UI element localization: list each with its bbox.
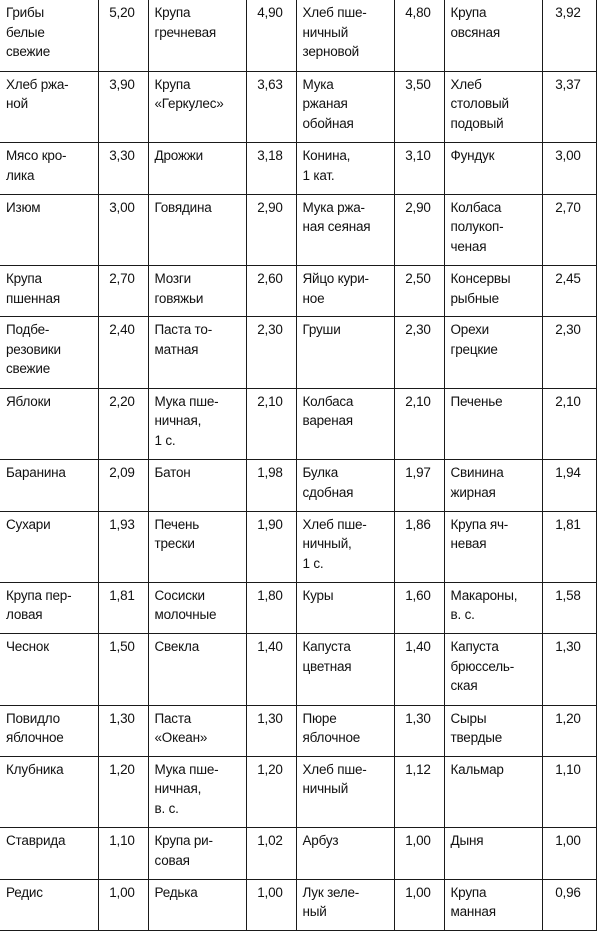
product-name-cell: Капуста цветная <box>296 634 394 705</box>
product-name-cell: Паста то- матная <box>148 317 246 388</box>
product-value-cell: 1,93 <box>98 511 148 582</box>
product-value-cell: 2,10 <box>394 388 444 459</box>
product-value-cell: 3,37 <box>542 71 596 142</box>
product-name-cell: Яйцо кури- ное <box>296 266 394 317</box>
product-name-cell: Печенье <box>444 388 542 459</box>
product-name-cell: Крупа яч- невая <box>444 511 542 582</box>
product-name-cell: Свекла <box>148 634 246 705</box>
product-value-cell: 2,50 <box>394 266 444 317</box>
product-value-cell: 1,02 <box>246 828 296 879</box>
product-name-cell: Мука пше- ничная, 1 с. <box>148 388 246 459</box>
product-name-cell: Сосиски молочные <box>148 582 246 633</box>
product-value-cell: 1,90 <box>246 511 296 582</box>
product-value-cell: 1,00 <box>246 879 296 930</box>
product-value-cell: 2,40 <box>98 317 148 388</box>
table-row <box>0 879 596 930</box>
product-name-cell: Редька <box>148 879 246 930</box>
product-name-cell: Повидло яблочное <box>0 705 98 756</box>
product-value-cell: 2,10 <box>246 388 296 459</box>
product-value-cell: 3,90 <box>98 71 148 142</box>
product-value-cell: 3,00 <box>98 194 148 265</box>
product-value-cell: 2,30 <box>542 317 596 388</box>
product-value-cell: 3,50 <box>394 71 444 142</box>
product-value-cell: 1,30 <box>98 705 148 756</box>
product-value-cell: 1,81 <box>542 511 596 582</box>
product-value-cell: 2,45 <box>542 266 596 317</box>
product-name-cell: Грибы белые свежие <box>0 0 98 71</box>
table-row <box>0 460 596 511</box>
table-row <box>0 705 596 756</box>
table-row <box>0 582 596 633</box>
product-value-cell: 2,90 <box>394 194 444 265</box>
product-name-cell: Крупа манная <box>444 879 542 930</box>
product-name-cell: Мука ржа- ная сеяная <box>296 194 394 265</box>
product-name-cell: Ставрида <box>0 828 98 879</box>
product-value-cell: 2,70 <box>542 194 596 265</box>
product-name-cell: Крупа овсяная <box>444 0 542 71</box>
product-value-cell: 1,60 <box>394 582 444 633</box>
product-value-cell: 1,80 <box>246 582 296 633</box>
product-name-cell: Чеснок <box>0 634 98 705</box>
product-name-cell: Баранина <box>0 460 98 511</box>
product-name-cell: Сыры твердые <box>444 705 542 756</box>
product-name-cell: Мясо кро- лика <box>0 143 98 194</box>
product-value-cell: 1,81 <box>98 582 148 633</box>
product-value-cell: 1,30 <box>246 705 296 756</box>
table-row <box>0 0 596 71</box>
product-value-cell: 1,20 <box>246 756 296 827</box>
product-value-cell: 0,96 <box>542 879 596 930</box>
table-row <box>0 266 596 317</box>
product-name-cell: Дрожжи <box>148 143 246 194</box>
product-name-cell: Крупа пшенная <box>0 266 98 317</box>
product-name-cell: Лук зеле- ный <box>296 879 394 930</box>
product-name-cell: Печень трески <box>148 511 246 582</box>
product-name-cell: Мозги говяжьи <box>148 266 246 317</box>
product-value-cell: 2,70 <box>98 266 148 317</box>
product-name-cell: Хлеб ржа- ной <box>0 71 98 142</box>
product-name-cell: Яблоки <box>0 388 98 459</box>
product-name-cell: Макароны, в. с. <box>444 582 542 633</box>
product-value-cell: 2,10 <box>542 388 596 459</box>
product-name-cell: Хлеб пше- ничный, 1 с. <box>296 511 394 582</box>
table-row <box>0 828 596 879</box>
table-row <box>0 511 596 582</box>
product-value-cell: 1,40 <box>246 634 296 705</box>
product-name-cell: Крупа «Геркулес» <box>148 71 246 142</box>
product-value-cell: 1,50 <box>98 634 148 705</box>
product-name-cell: Крупа ри- совая <box>148 828 246 879</box>
product-name-cell: Колбаса вареная <box>296 388 394 459</box>
product-name-cell: Подбе- резовики свежие <box>0 317 98 388</box>
product-value-cell: 1,00 <box>394 828 444 879</box>
table-row <box>0 634 596 705</box>
product-value-cell: 1,10 <box>542 756 596 827</box>
table-row <box>0 388 596 459</box>
product-name-cell: Сухари <box>0 511 98 582</box>
product-value-cell: 1,30 <box>542 634 596 705</box>
product-value-cell: 1,97 <box>394 460 444 511</box>
product-name-cell: Консервы рыбные <box>444 266 542 317</box>
product-name-cell: Крупа пер- ловая <box>0 582 98 633</box>
product-value-cell: 1,30 <box>394 705 444 756</box>
product-name-cell: Груши <box>296 317 394 388</box>
product-value-cell: 2,20 <box>98 388 148 459</box>
product-value-cell: 2,30 <box>394 317 444 388</box>
product-value-cell: 5,20 <box>98 0 148 71</box>
product-name-cell: Капуста брюссель- ская <box>444 634 542 705</box>
table-row <box>0 71 596 142</box>
product-name-cell: Колбаса полукоп- ченая <box>444 194 542 265</box>
table-row <box>0 317 596 388</box>
product-value-cell: 3,10 <box>394 143 444 194</box>
product-name-cell: Паста «Океан» <box>148 705 246 756</box>
product-name-cell: Хлеб пше- ничный зерновой <box>296 0 394 71</box>
product-name-cell: Говядина <box>148 194 246 265</box>
table-row <box>0 143 596 194</box>
product-value-cell: 4,80 <box>394 0 444 71</box>
product-name-cell: Редис <box>0 879 98 930</box>
product-value-cell: 1,58 <box>542 582 596 633</box>
table-row <box>0 194 596 265</box>
product-value-cell: 1,40 <box>394 634 444 705</box>
product-value-cell: 4,90 <box>246 0 296 71</box>
product-name-cell: Хлеб пше- ничный <box>296 756 394 827</box>
product-name-cell: Мука ржаная обойная <box>296 71 394 142</box>
product-value-cell: 3,18 <box>246 143 296 194</box>
product-value-cell: 1,00 <box>98 879 148 930</box>
product-value-cell: 1,12 <box>394 756 444 827</box>
product-value-cell: 1,20 <box>98 756 148 827</box>
product-value-cell: 1,00 <box>542 828 596 879</box>
product-value-cell: 1,10 <box>98 828 148 879</box>
product-value-cell: 1,98 <box>246 460 296 511</box>
product-value-cell: 2,90 <box>246 194 296 265</box>
table-row <box>0 756 596 827</box>
product-name-cell: Свинина жирная <box>444 460 542 511</box>
product-name-cell: Булка сдобная <box>296 460 394 511</box>
product-name-cell: Изюм <box>0 194 98 265</box>
product-name-cell: Арбуз <box>296 828 394 879</box>
product-name-cell: Куры <box>296 582 394 633</box>
product-value-cell: 2,60 <box>246 266 296 317</box>
product-name-cell: Орехи грецкие <box>444 317 542 388</box>
product-value-cell: 3,63 <box>246 71 296 142</box>
product-value-cell: 2,30 <box>246 317 296 388</box>
product-name-cell: Хлеб столовый подовый <box>444 71 542 142</box>
product-name-cell: Конина, 1 кат. <box>296 143 394 194</box>
product-name-cell: Крупа гречневая <box>148 0 246 71</box>
product-name-cell: Мука пше- ничная, в. с. <box>148 756 246 827</box>
product-value-cell: 2,09 <box>98 460 148 511</box>
product-value-cell: 3,00 <box>542 143 596 194</box>
product-value-cell: 3,92 <box>542 0 596 71</box>
product-value-cell: 3,30 <box>98 143 148 194</box>
product-name-cell: Кальмар <box>444 756 542 827</box>
product-name-cell: Пюре яблочное <box>296 705 394 756</box>
product-name-cell: Клубника <box>0 756 98 827</box>
product-name-cell: Дыня <box>444 828 542 879</box>
product-value-cell: 1,20 <box>542 705 596 756</box>
product-name-cell: Фундук <box>444 143 542 194</box>
product-value-cell: 1,94 <box>542 460 596 511</box>
product-name-cell: Батон <box>148 460 246 511</box>
product-value-cell: 1,00 <box>394 879 444 930</box>
product-value-cell: 1,86 <box>394 511 444 582</box>
